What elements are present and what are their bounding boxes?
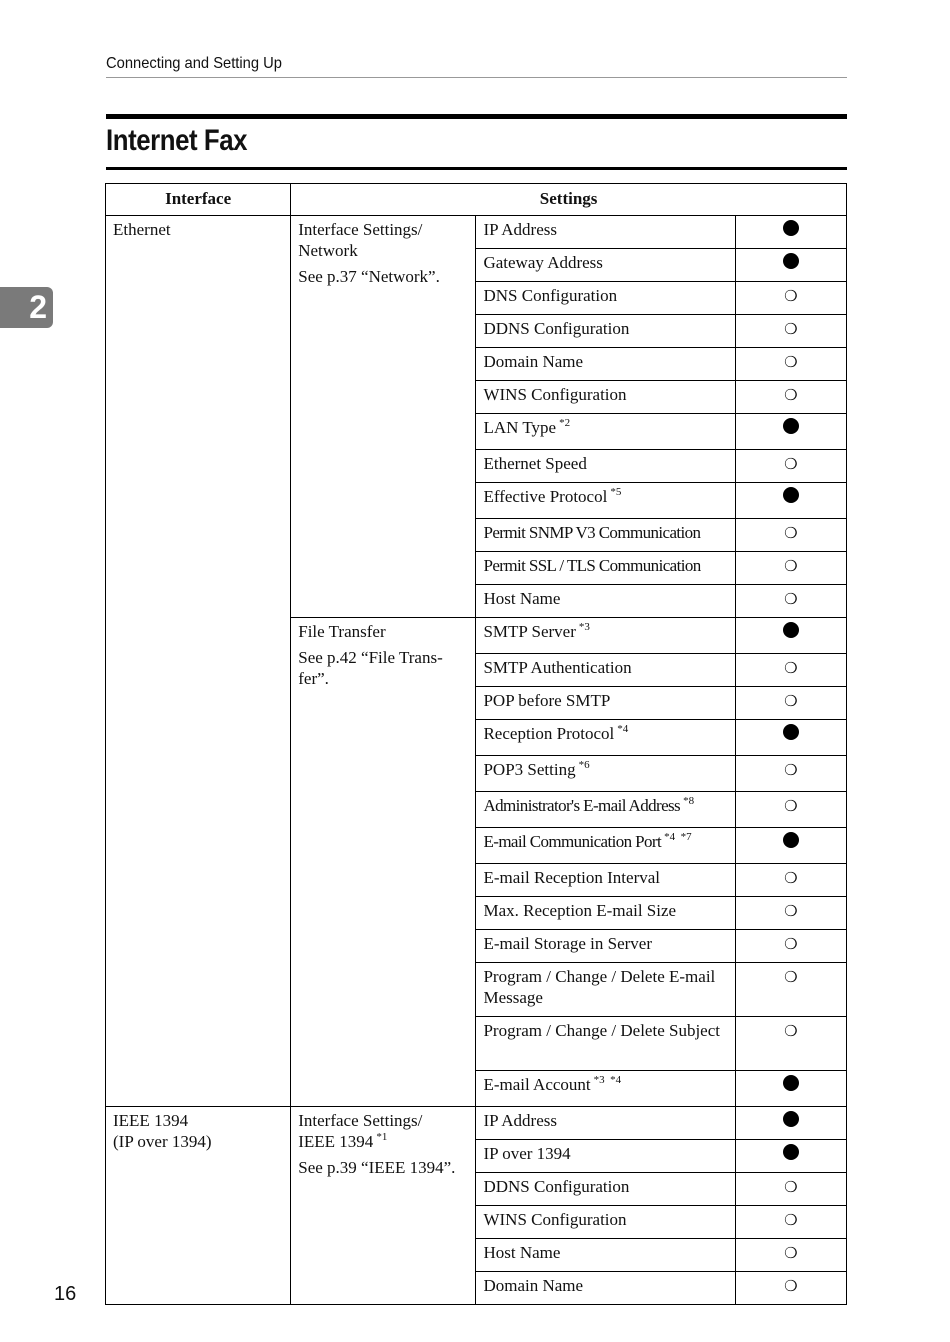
setting-label: DDNS Configuration (483, 319, 630, 338)
setting-label: POP3 Setting (483, 760, 576, 779)
interface-cell (106, 216, 291, 1107)
open-circle-icon: ❍ (784, 1211, 798, 1229)
setting-label-cell (476, 414, 735, 450)
setting-label: LAN Type (483, 418, 557, 437)
setting-label-cell (476, 963, 735, 1017)
setting-label: DNS Configuration (483, 286, 618, 305)
requirement-cell (735, 1017, 846, 1071)
requirement-cell (735, 1071, 846, 1107)
setting-label: IP Address (483, 220, 557, 239)
interface-name: Ethernet (113, 220, 171, 239)
open-circle-icon: ❍ (784, 320, 798, 338)
setting-label-cell (476, 450, 735, 483)
open-circle-icon: ❍ (784, 797, 798, 815)
footnote-ref: *4 (617, 723, 629, 736)
running-header: Connecting and Setting Up (106, 55, 282, 72)
setting-label: SMTP Server (483, 622, 576, 641)
setting-label: Domain Name (483, 1276, 584, 1295)
setting-label-cell (476, 756, 735, 792)
open-circle-icon: ❍ (784, 761, 798, 779)
open-circle-icon: ❍ (784, 557, 798, 575)
requirement-cell (735, 282, 846, 315)
page-title: Internet Fax (106, 124, 248, 157)
setting-label-cell (476, 249, 735, 282)
setting-label: E-mail Account (483, 1075, 591, 1094)
setting-label-cell (476, 687, 735, 720)
table-row (106, 1107, 847, 1140)
settings-header: Settings (291, 184, 847, 216)
chapter-tab: 2 (0, 287, 53, 328)
setting-label: WINS Configuration (483, 385, 627, 404)
open-circle-icon: ❍ (784, 386, 798, 404)
setting-label-cell (476, 1239, 735, 1272)
filled-circle-icon (783, 487, 799, 503)
open-circle-icon: ❍ (784, 287, 798, 305)
setting-label-cell (476, 1140, 735, 1173)
open-circle-icon: ❍ (784, 968, 798, 986)
requirement-cell (735, 792, 846, 828)
open-circle-icon: ❍ (784, 590, 798, 608)
open-circle-icon: ❍ (784, 1277, 798, 1295)
footnote-ref: *3 *4 (593, 1074, 622, 1087)
open-circle-icon: ❍ (784, 353, 798, 371)
see-reference: See p.37 “Network”. (298, 267, 440, 286)
setting-label-cell (476, 1017, 735, 1071)
title-rule (106, 167, 847, 170)
setting-label-cell (476, 585, 735, 618)
setting-label: Ethernet Speed (483, 454, 587, 473)
requirement-cell (735, 897, 846, 930)
requirement-cell (735, 930, 846, 963)
setting-label: IP Address (483, 1111, 557, 1130)
interface-name: (IP over 1394) (113, 1132, 212, 1151)
setting-label: WINS Configuration (483, 1210, 627, 1229)
footnote-ref: *1 (376, 1131, 388, 1144)
setting-label-cell (476, 348, 735, 381)
requirement-cell (735, 1173, 846, 1206)
filled-circle-icon (783, 622, 799, 638)
setting-label-cell (476, 828, 735, 864)
requirement-cell (735, 1272, 846, 1305)
setting-label: Administrator's E-mail Address (483, 796, 681, 815)
setting-label: Permit SNMP V3 Communication (483, 523, 701, 542)
setting-label-cell (476, 1071, 735, 1107)
setting-label: E-mail Reception Interval (483, 868, 661, 887)
setting-label: Max. Reception E-mail Size (483, 901, 677, 920)
see-reference: See p.39 “IEEE 1394”. (298, 1158, 456, 1177)
setting-label-cell (476, 381, 735, 414)
requirement-cell (735, 864, 846, 897)
requirement-cell (735, 1206, 846, 1239)
requirement-cell (735, 519, 846, 552)
group-name: IEEE 1394 (298, 1132, 374, 1151)
setting-label: E-mail Storage in Server (483, 934, 652, 953)
setting-label-cell (476, 864, 735, 897)
setting-label: Permit SSL / TLS Communication (483, 556, 701, 575)
filled-circle-icon (783, 832, 799, 848)
footnote-ref: *8 (683, 795, 695, 808)
open-circle-icon: ❍ (784, 869, 798, 887)
requirement-cell (735, 552, 846, 585)
setting-label-cell (476, 1272, 735, 1305)
requirement-cell (735, 216, 846, 249)
requirement-cell (735, 450, 846, 483)
setting-label-cell (476, 1173, 735, 1206)
see-reference: See p.42 “File Trans-fer”. (298, 648, 443, 688)
footnote-ref: *5 (610, 486, 622, 499)
group-name: Interface Settings/ (298, 1111, 423, 1130)
title-bar (106, 114, 847, 119)
footnote-ref: *6 (578, 759, 590, 772)
interface-name: IEEE 1394 (113, 1111, 189, 1130)
table-row (106, 216, 847, 249)
settings-group-cell (291, 618, 476, 1107)
setting-label-cell (476, 897, 735, 930)
setting-label-cell (476, 315, 735, 348)
requirement-cell (735, 585, 846, 618)
requirement-cell (735, 315, 846, 348)
footnote-ref: *3 (578, 621, 590, 634)
requirement-cell (735, 687, 846, 720)
requirement-cell (735, 1107, 846, 1140)
setting-label: DDNS Configuration (483, 1177, 630, 1196)
setting-label: Program / Change / Delete Subject (483, 1021, 720, 1040)
requirement-cell (735, 828, 846, 864)
interface-cell (106, 1107, 291, 1305)
setting-label: E-mail Communication Port (483, 832, 662, 851)
setting-label: Host Name (483, 1243, 561, 1262)
requirement-cell (735, 249, 846, 282)
open-circle-icon: ❍ (784, 1178, 798, 1196)
filled-circle-icon (783, 418, 799, 434)
requirement-cell (735, 756, 846, 792)
requirement-cell (735, 654, 846, 687)
table-body (106, 216, 847, 1305)
setting-label: SMTP Authentication (483, 658, 632, 677)
setting-label: POP before SMTP (483, 691, 611, 710)
setting-label-cell (476, 930, 735, 963)
filled-circle-icon (783, 220, 799, 236)
setting-label: Domain Name (483, 352, 584, 371)
open-circle-icon: ❍ (784, 524, 798, 542)
setting-label-cell (476, 792, 735, 828)
open-circle-icon: ❍ (784, 455, 798, 473)
open-circle-icon: ❍ (784, 1244, 798, 1262)
settings-table (105, 183, 847, 1305)
filled-circle-icon (783, 1144, 799, 1160)
requirement-cell (735, 381, 846, 414)
setting-label: Gateway Address (483, 253, 603, 272)
footnote-ref: *4 *7 (664, 831, 692, 844)
group-name: Interface Settings/ (298, 220, 423, 239)
group-name: Network (298, 241, 358, 260)
setting-label-cell (476, 1206, 735, 1239)
interface-header: Interface (106, 184, 291, 216)
requirement-cell (735, 1239, 846, 1272)
settings-group-cell (291, 216, 476, 618)
setting-label-cell (476, 519, 735, 552)
open-circle-icon: ❍ (784, 1022, 798, 1040)
filled-circle-icon (783, 724, 799, 740)
footnote-ref: *2 (559, 417, 571, 430)
setting-label-cell (476, 618, 735, 654)
setting-label-cell (476, 483, 735, 519)
filled-circle-icon (783, 1111, 799, 1127)
setting-label-cell (476, 552, 735, 585)
open-circle-icon: ❍ (784, 935, 798, 953)
setting-label: Program / Change / Delete E-mail Message (483, 967, 716, 1007)
requirement-cell (735, 414, 846, 450)
setting-label: IP over 1394 (483, 1144, 571, 1163)
setting-label-cell (476, 720, 735, 756)
open-circle-icon: ❍ (784, 902, 798, 920)
requirement-cell (735, 720, 846, 756)
requirement-cell (735, 618, 846, 654)
setting-label-cell (476, 1107, 735, 1140)
setting-label-cell (476, 216, 735, 249)
filled-circle-icon (783, 253, 799, 269)
header-rule (106, 77, 847, 78)
setting-label: Effective Protocol (483, 487, 608, 506)
open-circle-icon: ❍ (784, 659, 798, 677)
page-number: 16 (54, 1283, 77, 1305)
settings-group-cell (291, 1107, 476, 1305)
setting-label-cell (476, 654, 735, 687)
requirement-cell (735, 963, 846, 1017)
requirement-cell (735, 348, 846, 381)
requirement-cell (735, 1140, 846, 1173)
filled-circle-icon (783, 1075, 799, 1091)
setting-label: Reception Protocol (483, 724, 615, 743)
requirement-cell (735, 483, 846, 519)
open-circle-icon: ❍ (784, 692, 798, 710)
setting-label: Host Name (483, 589, 561, 608)
group-name: File Transfer (298, 622, 386, 641)
setting-label-cell (476, 282, 735, 315)
